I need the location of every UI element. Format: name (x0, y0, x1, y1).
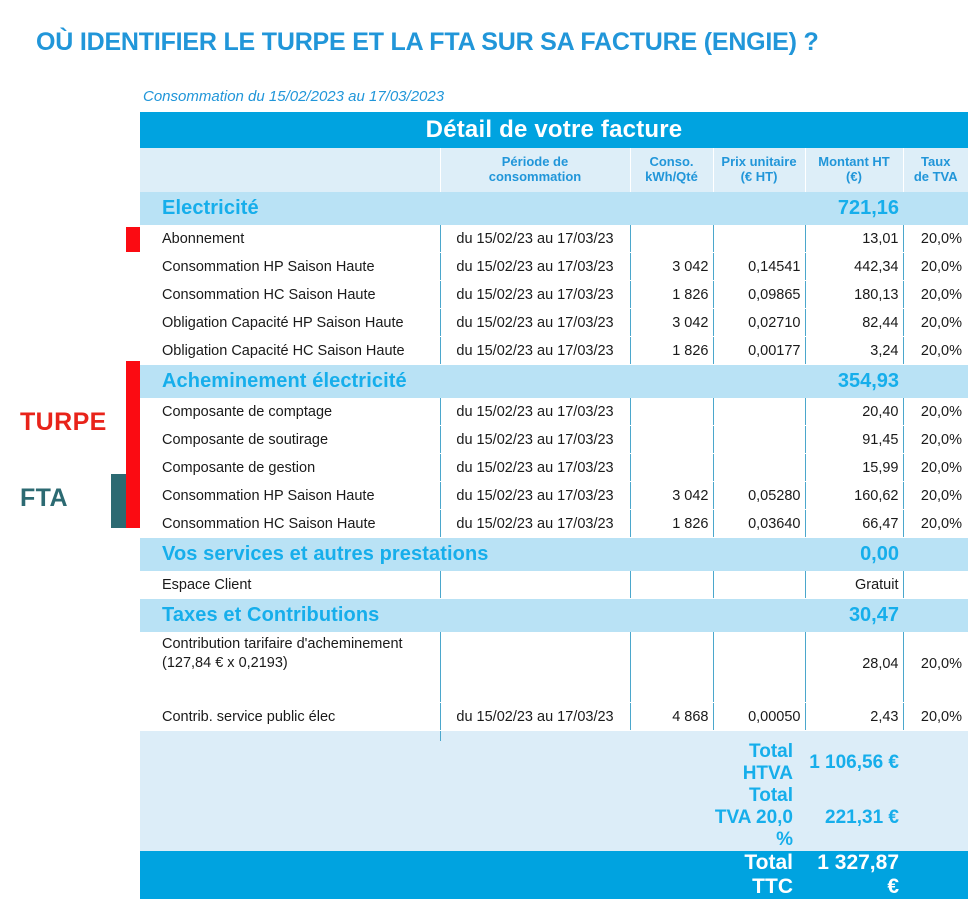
total-tva-vat-spacer (903, 785, 968, 851)
total-ttc-vat-spacer (903, 851, 968, 899)
row-period: du 15/02/23 au 17/03/23 (440, 337, 630, 365)
table-spacer-row (140, 731, 968, 742)
row-vat-rate: 20,0% (903, 632, 968, 703)
total-ttc-value: 1 327,87 € (805, 851, 903, 899)
total-htva-label: Total HTVA (713, 741, 805, 785)
row-unit-price (713, 225, 805, 253)
section-header-row (140, 365, 968, 399)
row-unit-price (713, 426, 805, 454)
table-row (140, 398, 968, 426)
table-banner-row (140, 112, 968, 148)
row-description: Consommation HC Saison Haute (140, 281, 440, 309)
column-header-vat-rate-line1: Taux (921, 154, 951, 170)
row-period: du 15/02/23 au 17/03/23 (440, 281, 630, 309)
row-period: du 15/02/23 au 17/03/23 (440, 309, 630, 337)
spacer-right-cell (440, 731, 968, 742)
row-consumption (630, 571, 713, 599)
column-header-unit-price (713, 148, 805, 192)
row-consumption: 1 826 (630, 337, 713, 365)
column-header-period-line2: consommation (488, 169, 582, 184)
row-vat-rate: 20,0% (903, 398, 968, 426)
total-ttc-row (140, 851, 968, 899)
total-ttc-spacer (140, 851, 713, 899)
row-consumption (630, 225, 713, 253)
row-vat-rate: 20,0% (903, 309, 968, 337)
turpe-highlight-bar-main (126, 361, 140, 528)
table-row (140, 281, 968, 309)
row-unit-price: 0,14541 (713, 253, 805, 281)
column-header-period-line1: Période de (501, 154, 569, 170)
table-row (140, 454, 968, 482)
row-vat-rate: 20,0% (903, 426, 968, 454)
row-description: Espace Client (140, 571, 440, 599)
turpe-highlight-bar-top (126, 227, 140, 252)
table-row (140, 510, 968, 538)
row-period: du 15/02/23 au 17/03/23 (440, 510, 630, 538)
table-banner-title: Détail de votre facture (140, 112, 968, 148)
row-period: du 15/02/23 au 17/03/23 (440, 426, 630, 454)
section-total-vat-spacer (903, 599, 968, 633)
total-htva-value: 1 106,56 € (805, 741, 903, 785)
section-total-vat-spacer (903, 538, 968, 572)
row-period: du 15/02/23 au 17/03/23 (440, 454, 630, 482)
row-consumption: 3 042 (630, 482, 713, 510)
column-header-unit-price-line2: (€ HT) (740, 169, 778, 184)
row-amount-ht: 28,04 (805, 632, 903, 703)
section-header-row (140, 599, 968, 633)
section-title: Acheminement électricité (140, 365, 805, 399)
table-row (140, 426, 968, 454)
table-row (140, 571, 968, 599)
section-title: Electricité (140, 192, 805, 225)
row-vat-rate (903, 571, 968, 599)
row-amount-ht: 91,45 (805, 426, 903, 454)
row-amount-ht: 180,13 (805, 281, 903, 309)
row-description: Obligation Capacité HC Saison Haute (140, 337, 440, 365)
table-row (140, 309, 968, 337)
column-header-conso-line1: Conso. (649, 154, 694, 170)
row-consumption (630, 632, 713, 703)
total-htva-row (140, 741, 968, 785)
row-description: Contribution tarifaire d'acheminement (162, 636, 403, 652)
table-row (140, 225, 968, 253)
column-header-amount-ht-line1: Montant HT (818, 154, 890, 170)
invoice-detail-table (140, 112, 968, 899)
row-vat-rate: 20,0% (903, 225, 968, 253)
page-title: OÙ IDENTIFIER LE TURPE ET LA FTA SUR SA FACTURE (ENGIE) ? (36, 28, 819, 56)
total-tva-row (140, 785, 968, 851)
total-row-spacer (140, 785, 713, 851)
row-consumption: 1 826 (630, 510, 713, 538)
row-amount-ht: 442,34 (805, 253, 903, 281)
row-description: Composante de gestion (140, 454, 440, 482)
row-unit-price (713, 454, 805, 482)
row-amount-ht: 66,47 (805, 510, 903, 538)
column-header-amount-ht (805, 148, 903, 192)
row-consumption (630, 398, 713, 426)
row-consumption: 3 042 (630, 253, 713, 281)
section-total: 0,00 (805, 538, 903, 572)
row-unit-price (713, 571, 805, 599)
row-description: Consommation HP Saison Haute (140, 253, 440, 281)
consumption-period-label: Consommation du 15/02/2023 au 17/03/2023 (143, 88, 445, 105)
section-total: 721,16 (805, 192, 903, 225)
section-title: Taxes et Contributions (140, 599, 805, 633)
row-amount-ht: 13,01 (805, 225, 903, 253)
table-row (140, 632, 968, 703)
column-header-amount-ht-line2: (€) (846, 169, 862, 184)
section-total: 30,47 (805, 599, 903, 633)
section-header-row (140, 538, 968, 572)
row-description: Abonnement (140, 225, 440, 253)
row-description: Composante de comptage (140, 398, 440, 426)
table-row (140, 337, 968, 365)
row-unit-price: 0,02710 (713, 309, 805, 337)
row-vat-rate: 20,0% (903, 337, 968, 365)
column-header-unit-price-line1: Prix unitaire (721, 154, 797, 170)
table-column-header-row (140, 148, 968, 192)
row-description-block (140, 632, 440, 703)
row-consumption (630, 454, 713, 482)
row-unit-price: 0,00177 (713, 337, 805, 365)
turpe-annotation-label: TURPE (20, 408, 107, 436)
column-header-conso-line2: kWh/Qté (645, 169, 698, 184)
row-description: Obligation Capacité HP Saison Haute (140, 309, 440, 337)
row-period (440, 571, 630, 599)
row-unit-price: 0,03640 (713, 510, 805, 538)
table-row (140, 703, 968, 731)
row-period: du 15/02/23 au 17/03/23 (440, 253, 630, 281)
row-amount-ht: 2,43 (805, 703, 903, 731)
row-amount-ht: 160,62 (805, 482, 903, 510)
column-header-period (440, 148, 630, 192)
row-consumption: 3 042 (630, 309, 713, 337)
spacer-left-cell (140, 731, 440, 742)
row-amount-ht: 3,24 (805, 337, 903, 365)
section-header-row (140, 192, 968, 225)
total-row-spacer (140, 741, 713, 785)
row-vat-rate: 20,0% (903, 703, 968, 731)
row-vat-rate: 20,0% (903, 510, 968, 538)
row-amount-ht: 15,99 (805, 454, 903, 482)
column-header-vat-rate (903, 148, 968, 192)
table-row (140, 253, 968, 281)
row-period: du 15/02/23 au 17/03/23 (440, 482, 630, 510)
row-description-secondary: (127,84 € x 0,2193) (162, 654, 288, 671)
total-htva-vat-spacer (903, 741, 968, 785)
row-vat-rate: 20,0% (903, 253, 968, 281)
row-period: du 15/02/23 au 17/03/23 (440, 398, 630, 426)
row-unit-price: 0,05280 (713, 482, 805, 510)
row-period: du 15/02/23 au 17/03/23 (440, 703, 630, 731)
section-total-vat-spacer (903, 192, 968, 225)
total-ttc-label: Total TTC (713, 851, 805, 899)
row-period (440, 632, 630, 703)
row-description: Consommation HP Saison Haute (140, 482, 440, 510)
section-total-vat-spacer (903, 365, 968, 399)
row-unit-price (713, 632, 805, 703)
row-description: Consommation HC Saison Haute (140, 510, 440, 538)
row-description: Composante de soutirage (140, 426, 440, 454)
table-row (140, 482, 968, 510)
column-header-vat-rate-line2: de TVA (913, 169, 958, 184)
row-amount-ht: Gratuit (805, 571, 903, 599)
section-title: Vos services et autres prestations (140, 538, 805, 572)
row-vat-rate: 20,0% (903, 454, 968, 482)
row-description: Contrib. service public élec (140, 703, 440, 731)
row-amount-ht: 20,40 (805, 398, 903, 426)
row-amount-ht: 82,44 (805, 309, 903, 337)
row-unit-price (713, 398, 805, 426)
row-period: du 15/02/23 au 17/03/23 (440, 225, 630, 253)
row-vat-rate: 20,0% (903, 482, 968, 510)
row-consumption: 4 868 (630, 703, 713, 731)
row-unit-price: 0,09865 (713, 281, 805, 309)
fta-annotation-label: FTA (20, 484, 68, 512)
row-vat-rate: 20,0% (903, 281, 968, 309)
row-unit-price: 0,00050 (713, 703, 805, 731)
row-consumption (630, 426, 713, 454)
section-total: 354,93 (805, 365, 903, 399)
total-tva-label: Total TVA 20,0 % (713, 785, 805, 851)
row-consumption: 1 826 (630, 281, 713, 309)
column-header-description (140, 148, 440, 192)
total-tva-value: 221,31 € (805, 785, 903, 851)
column-header-conso (630, 148, 713, 192)
